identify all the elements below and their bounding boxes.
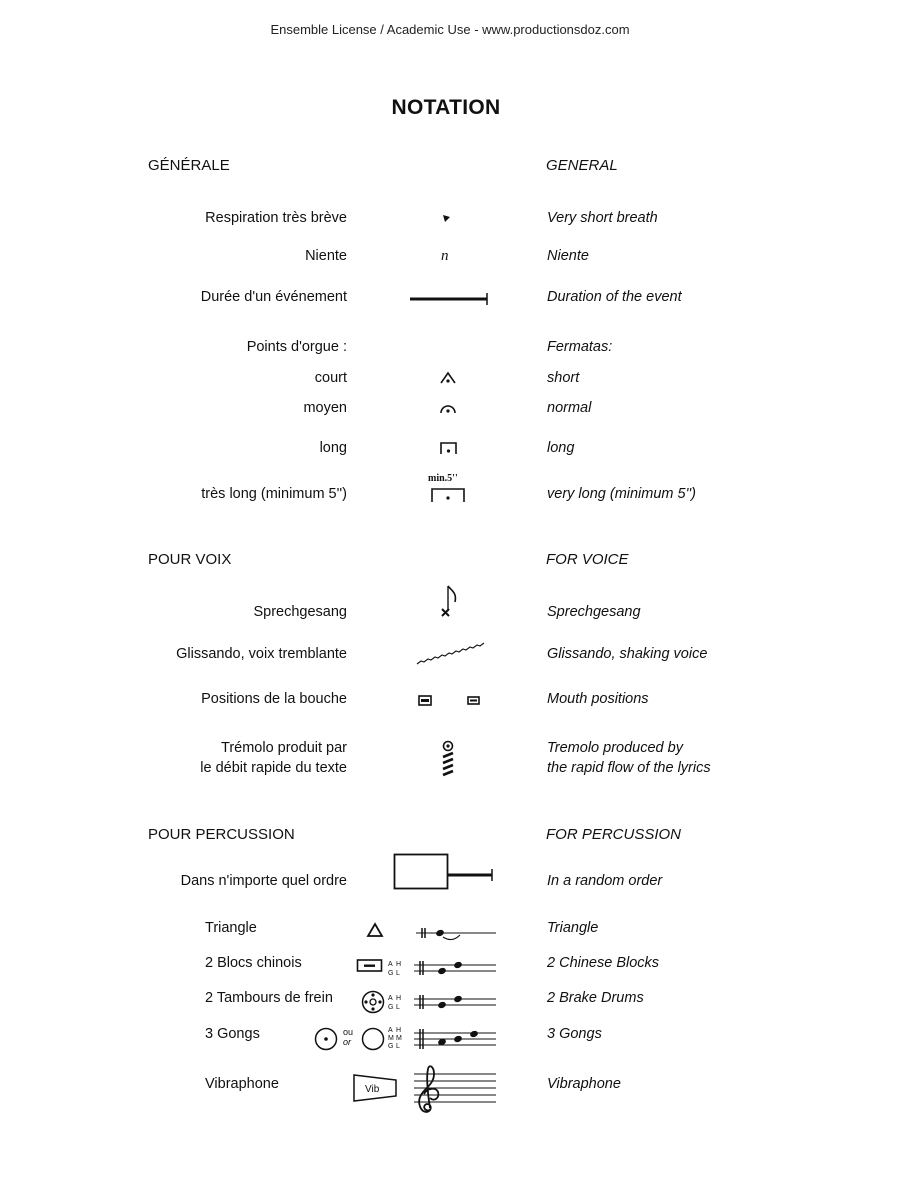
label-fr: Points d'orgue : (246, 339, 347, 355)
label-fr: 2 Blocs chinois (205, 955, 302, 971)
mouth-positions-icon (417, 694, 483, 708)
label-en: Very short breath (547, 210, 658, 226)
section-heading-fr: POUR PERCUSSION (148, 826, 295, 843)
label-en: normal (547, 400, 592, 416)
label-en: Glissando, shaking voice (547, 646, 708, 662)
staff-label: G (388, 1004, 394, 1011)
treble-clef-staff-icon (412, 1060, 500, 1116)
vibraphone-icon (352, 1072, 400, 1104)
label-en: long (547, 440, 575, 456)
label-en: very long (minimum 5'') (547, 486, 696, 502)
label-fr: moyen (303, 400, 347, 416)
section-heading-en: FOR VOICE (546, 551, 629, 568)
niente-n-icon: n (441, 248, 449, 264)
gong-open-icon (361, 1027, 387, 1053)
label-fr: court (314, 370, 347, 386)
staff-label: M (388, 1035, 394, 1042)
label-fr: Positions de la bouche (201, 691, 347, 707)
chinese-block-icon (356, 958, 384, 974)
label-fr (200, 738, 347, 778)
label-fr: Sprechgesang (253, 604, 347, 620)
label-fr: Respiration très brève (205, 210, 347, 226)
page-title: NOTATION (391, 96, 501, 119)
label-en: Fermatas: (547, 339, 613, 355)
or-label-fr: ou (343, 1027, 354, 1037)
label-en: Niente (547, 248, 589, 264)
section-heading-en: GENERAL (546, 157, 618, 174)
staff-label: H (396, 995, 402, 1002)
long-fermata-icon (439, 440, 459, 456)
staff-label: L (396, 1043, 400, 1050)
brake-drum-icon (361, 990, 387, 1016)
label-en: Sprechgesang (547, 604, 641, 620)
staff-label: H (396, 1027, 402, 1034)
staff-label: A (388, 961, 393, 968)
very-long-fermata-icon (430, 486, 468, 503)
random-order-box-icon (393, 853, 497, 891)
staff-label: G (388, 1043, 394, 1050)
label-fr-line: le débit rapide du texte (200, 760, 347, 776)
label-fr: Glissando, voix tremblante (176, 646, 347, 662)
gong-icon (314, 1027, 340, 1053)
gongs-staff-icon (386, 1024, 498, 1054)
staff-label: A (388, 1027, 393, 1034)
staff-label: L (396, 970, 400, 977)
label-fr: Niente (305, 248, 347, 264)
section-heading-fr: GÉNÉRALE (148, 157, 230, 174)
label-en: Triangle (547, 920, 599, 936)
breath-mark-icon (440, 211, 454, 225)
label-en: Mouth positions (547, 691, 649, 707)
label-en-line: the rapid flow of the lyrics (547, 760, 711, 776)
label-fr: Dans n'importe quel ordre (180, 873, 347, 889)
text-tremolo-icon (440, 740, 456, 778)
staff-label: L (396, 1004, 400, 1011)
section-heading-en: FOR PERCUSSION (546, 826, 682, 843)
section-heading-fr: POUR VOIX (148, 551, 232, 568)
triangle-staff-icon (414, 920, 498, 944)
label-en: 2 Brake Drums (547, 990, 644, 1006)
normal-fermata-icon (439, 401, 457, 415)
label-fr: Durée d'un événement (200, 289, 347, 305)
min-5-label: min.5'' (428, 473, 458, 484)
label-fr: 2 Tambours de frein (205, 990, 333, 1006)
staff-label: M (396, 1035, 402, 1042)
wavy-glissando-icon (415, 634, 491, 668)
duration-line-icon (408, 290, 490, 306)
label-fr: Vibraphone (205, 1076, 279, 1092)
staff-label: G (388, 970, 394, 977)
chinese-blocks-staff-icon (386, 956, 498, 980)
label-fr-line: Trémolo produit par (221, 740, 347, 756)
staff-label: H (396, 961, 402, 968)
or-label (343, 1027, 353, 1047)
label-fr: long (319, 440, 347, 456)
or-label-en: or (343, 1037, 352, 1047)
label-en: short (547, 370, 580, 386)
brake-drums-staff-icon (386, 990, 498, 1014)
staff-label: A (388, 995, 393, 1002)
label-fr: Triangle (205, 920, 257, 936)
short-fermata-icon (439, 370, 457, 386)
vib-label: Vib (365, 1084, 380, 1095)
license-header: Ensemble License / Academic Use - www.productionsdoz.com (270, 22, 630, 37)
label-fr: très long (minimum 5'') (201, 486, 347, 502)
label-en: Duration of the event (547, 289, 682, 305)
label-en-line: Tremolo produced by (547, 740, 683, 756)
label-en: Vibraphone (547, 1076, 621, 1092)
label-en: 2 Chinese Blocks (547, 955, 660, 971)
triangle-icon (366, 922, 384, 938)
label-en (547, 738, 711, 778)
sprechgesang-note-icon (438, 584, 460, 620)
label-en: 3 Gongs (547, 1026, 602, 1042)
label-en: In a random order (547, 873, 663, 889)
label-fr: 3 Gongs (205, 1026, 260, 1042)
